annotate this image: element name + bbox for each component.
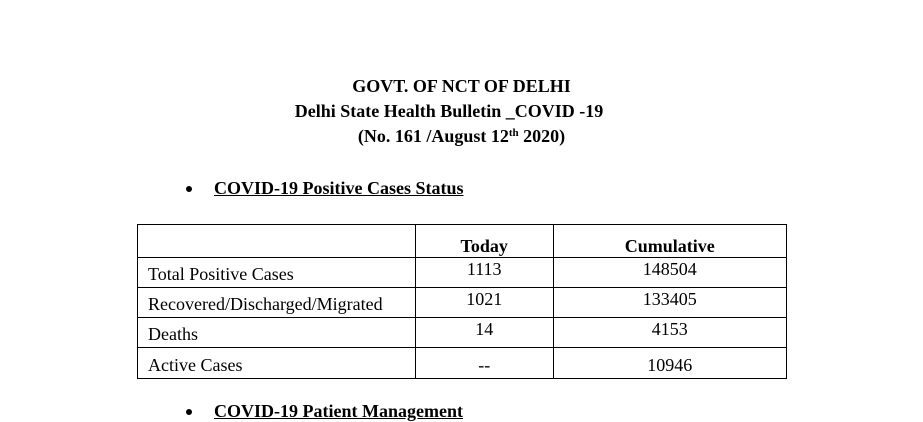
column-header-today: Today xyxy=(415,225,553,258)
govt-title: GOVT. OF NCT OF DELHI xyxy=(352,76,571,96)
bulletin-title: Delhi State Health Bulletin _COVID -19 xyxy=(294,101,604,121)
section-title-patient-management: COVID-19 Patient Management xyxy=(214,401,463,421)
bulletin-number-date-prefix: (No. 161 /August 12 xyxy=(357,126,509,146)
today-total-positive: 1113 xyxy=(415,258,553,288)
today-deaths: 14 xyxy=(415,318,553,348)
bullet-point xyxy=(186,186,192,192)
bullet-point xyxy=(186,409,192,415)
cumulative-deaths: 4153 xyxy=(553,318,786,348)
cumulative-total-positive: 148504 xyxy=(553,258,786,288)
table-row xyxy=(138,348,787,379)
row-label-deaths: Deaths xyxy=(138,318,416,348)
cumulative-recovered: 133405 xyxy=(553,288,786,318)
today-recovered: 1021 xyxy=(415,288,553,318)
bulletin-number-date xyxy=(0,126,923,147)
section-title-positive-cases: COVID-19 Positive Cases Status xyxy=(214,178,464,198)
column-header-blank xyxy=(138,225,416,258)
cumulative-active: 10946 xyxy=(553,348,786,379)
table-header-row xyxy=(138,225,787,258)
row-label-recovered: Recovered/Discharged/Migrated xyxy=(138,288,416,318)
table-row xyxy=(138,258,787,288)
bulletin-number-date-suffix: 2020) xyxy=(518,126,566,146)
positive-cases-table xyxy=(137,224,787,379)
table-row xyxy=(138,288,787,318)
table-row xyxy=(138,318,787,348)
column-header-cumulative: Cumulative xyxy=(553,225,786,258)
row-label-total-positive: Total Positive Cases xyxy=(138,258,416,288)
row-label-active: Active Cases xyxy=(138,348,416,379)
date-ordinal-suffix: th xyxy=(508,127,519,139)
today-active: -- xyxy=(415,348,553,379)
